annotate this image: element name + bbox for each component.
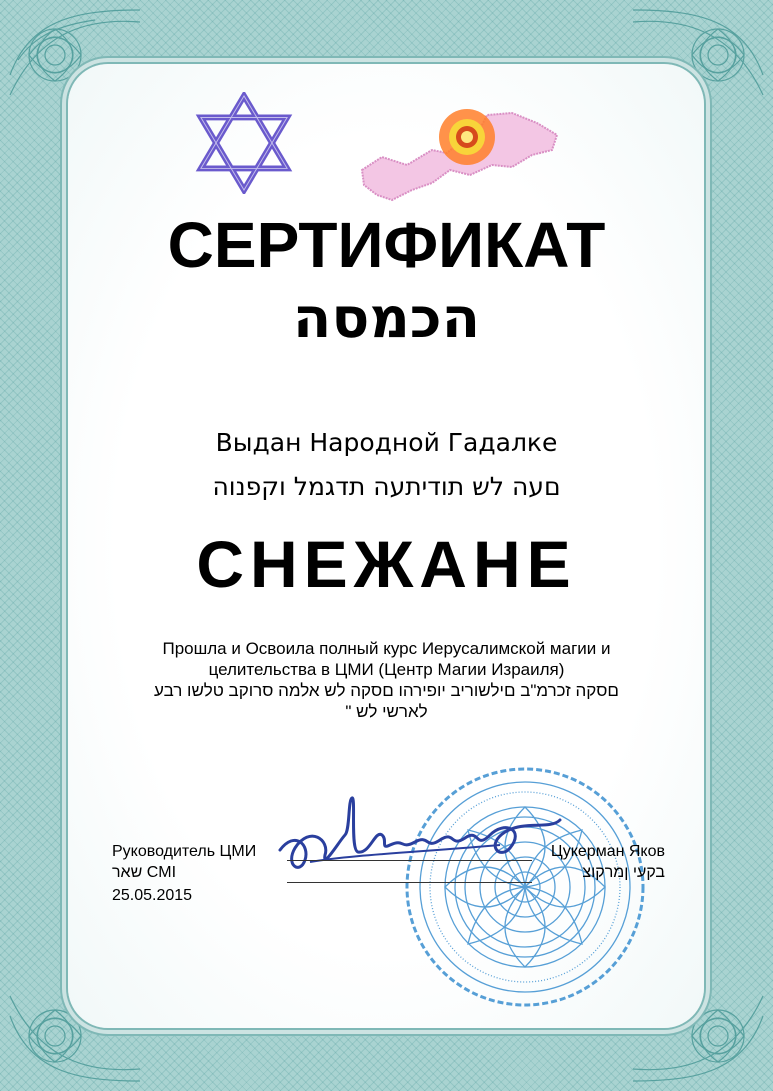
signer-role: Руководитель ЦМИ <box>112 843 257 860</box>
issued-to-text-hebrew: םעה לש תודיתעה תדגמל וקפנוה <box>212 472 561 501</box>
description-line: целительства в ЦМИ (Центр Магии Израиля) <box>208 660 565 679</box>
description-text-hebrew <box>100 680 673 722</box>
signature-line <box>287 860 532 861</box>
certificate-title-hebrew: הכמסה <box>292 286 481 351</box>
certificate-date: 25.05.2015 <box>112 887 193 904</box>
signature-mark <box>270 790 580 890</box>
star-of-david-icon <box>195 92 293 196</box>
description-line-hebrew: " לארשי לש <box>345 702 428 721</box>
description-text <box>100 638 673 680</box>
signer-name-hebrew: בקעי ןמרקוצ <box>582 864 665 881</box>
kyrgyzstan-map-flag-icon <box>352 95 567 215</box>
description-line-hebrew: םסקה זכרמ"ב םילשוריב יופירהו םסקה לש אלמה סרוקב טלשו רבע <box>154 681 619 700</box>
description-line: Прошла и Освоила полный курс Иерусалимской магии и <box>162 639 611 658</box>
signature-line <box>287 882 532 883</box>
signer-role-hebrew: שאר CMI <box>112 864 177 881</box>
certificate-title: СЕРТИФИКАТ <box>167 209 606 281</box>
issued-to-text: Выдан Народной Гадалке <box>215 428 558 457</box>
recipient-name: СНЕЖАНЕ <box>196 527 577 601</box>
signer-name: Цукерман Яков <box>550 843 665 860</box>
